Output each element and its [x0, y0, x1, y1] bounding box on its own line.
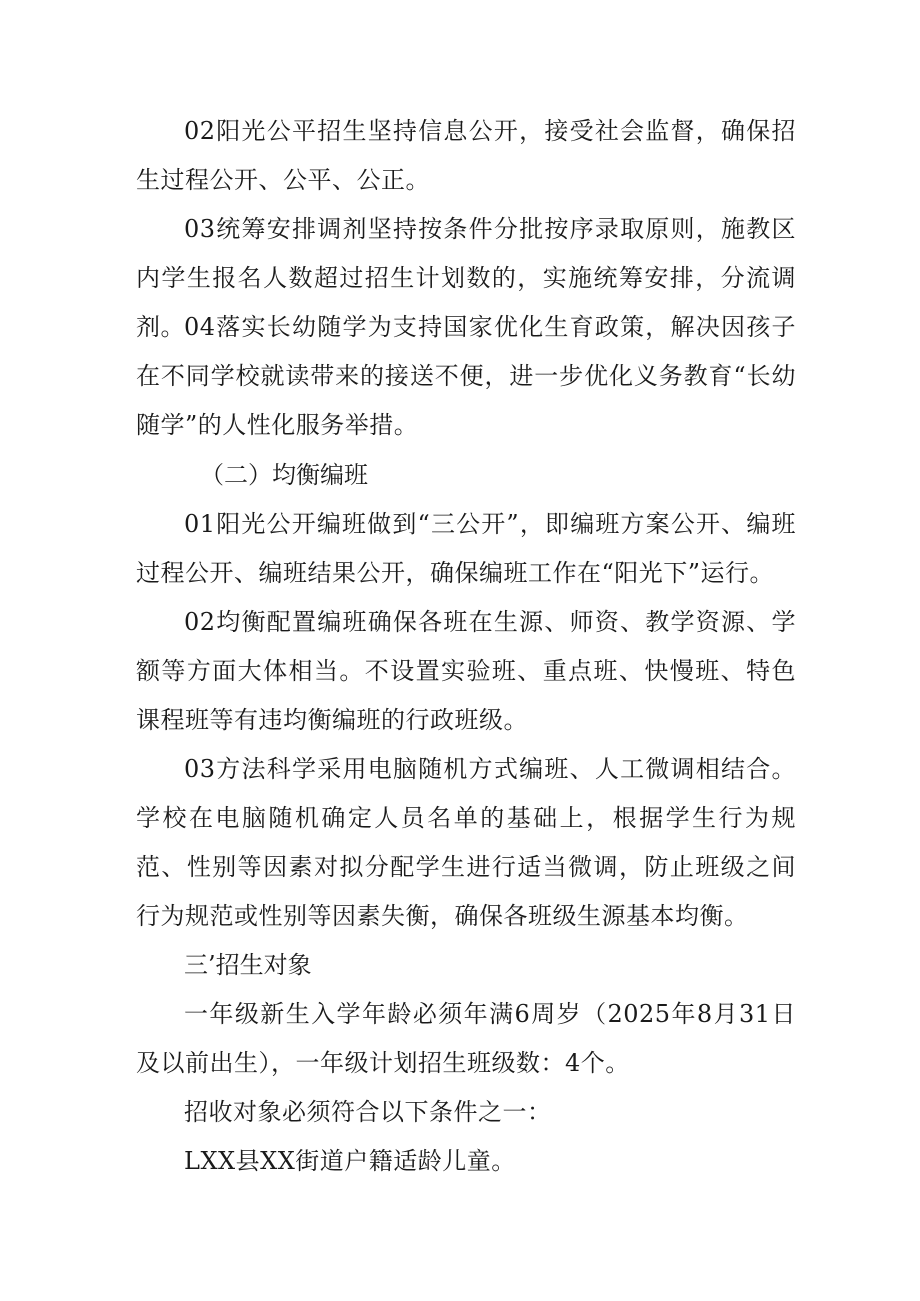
paragraph-open-class-assignment: 01阳光公开编班做到“三公开”，即编班方案公开、编班过程公开、编班结果公开，确保编班工作在“阳光下”运行。 [136, 510, 796, 587]
paragraph-scientific-method: 03方法科学采用电脑随机方式编班、人工微调相结合。学校在电脑随机确定人员名单的基础上，根据学生行为规范、性别等因素对拟分配学生进行适当微调，防止班级之间行为规范或性别等因素失衡，确保各班级生源基本均衡。 [136, 755, 796, 930]
section-heading-enrollment-targets: 三’招生对象 [184, 951, 312, 979]
paragraph-conditions-intro: 招收对象必须符合以下条件之一： [184, 1098, 552, 1126]
section-heading-balanced-classes: （二）均衡编班 [200, 461, 368, 489]
paragraph-balanced-allocation: 02均衡配置编班确保各班在生源、师资、教学资源、学额等方面大体相当。不设置实验班、重点班、快慢班、特色课程班等有违均衡编班的行政班级。 [136, 608, 796, 734]
paragraph-sunshine-fair-enrollment: 02阳光公平招生坚持信息公开，接受社会监督，确保招生过程公开、公平、公正。 [136, 117, 796, 194]
paragraph-age-requirement: 一年级新生入学年龄必须年满6周岁（2025年8月31日及以前出生），一年级计划招生班级数：4个。 [136, 1000, 796, 1077]
paragraph-condition-1: LXX县XX街道户籍适龄儿童。 [184, 1147, 516, 1175]
paragraph-overall-arrangement: 03统筹安排调剂坚持按条件分批按序录取原则，施教区内学生报名人数超过招生计划数的，实施统筹安排，分流调剂。 [136, 215, 796, 341]
paragraph-siblings-same-school: 04落实长幼随学为支持国家优化生育政策，解决因孩子在不同学校就读带来的接送不便，进一步优化义务教育“长幼随学”的人性化服务举措。 [136, 313, 796, 439]
